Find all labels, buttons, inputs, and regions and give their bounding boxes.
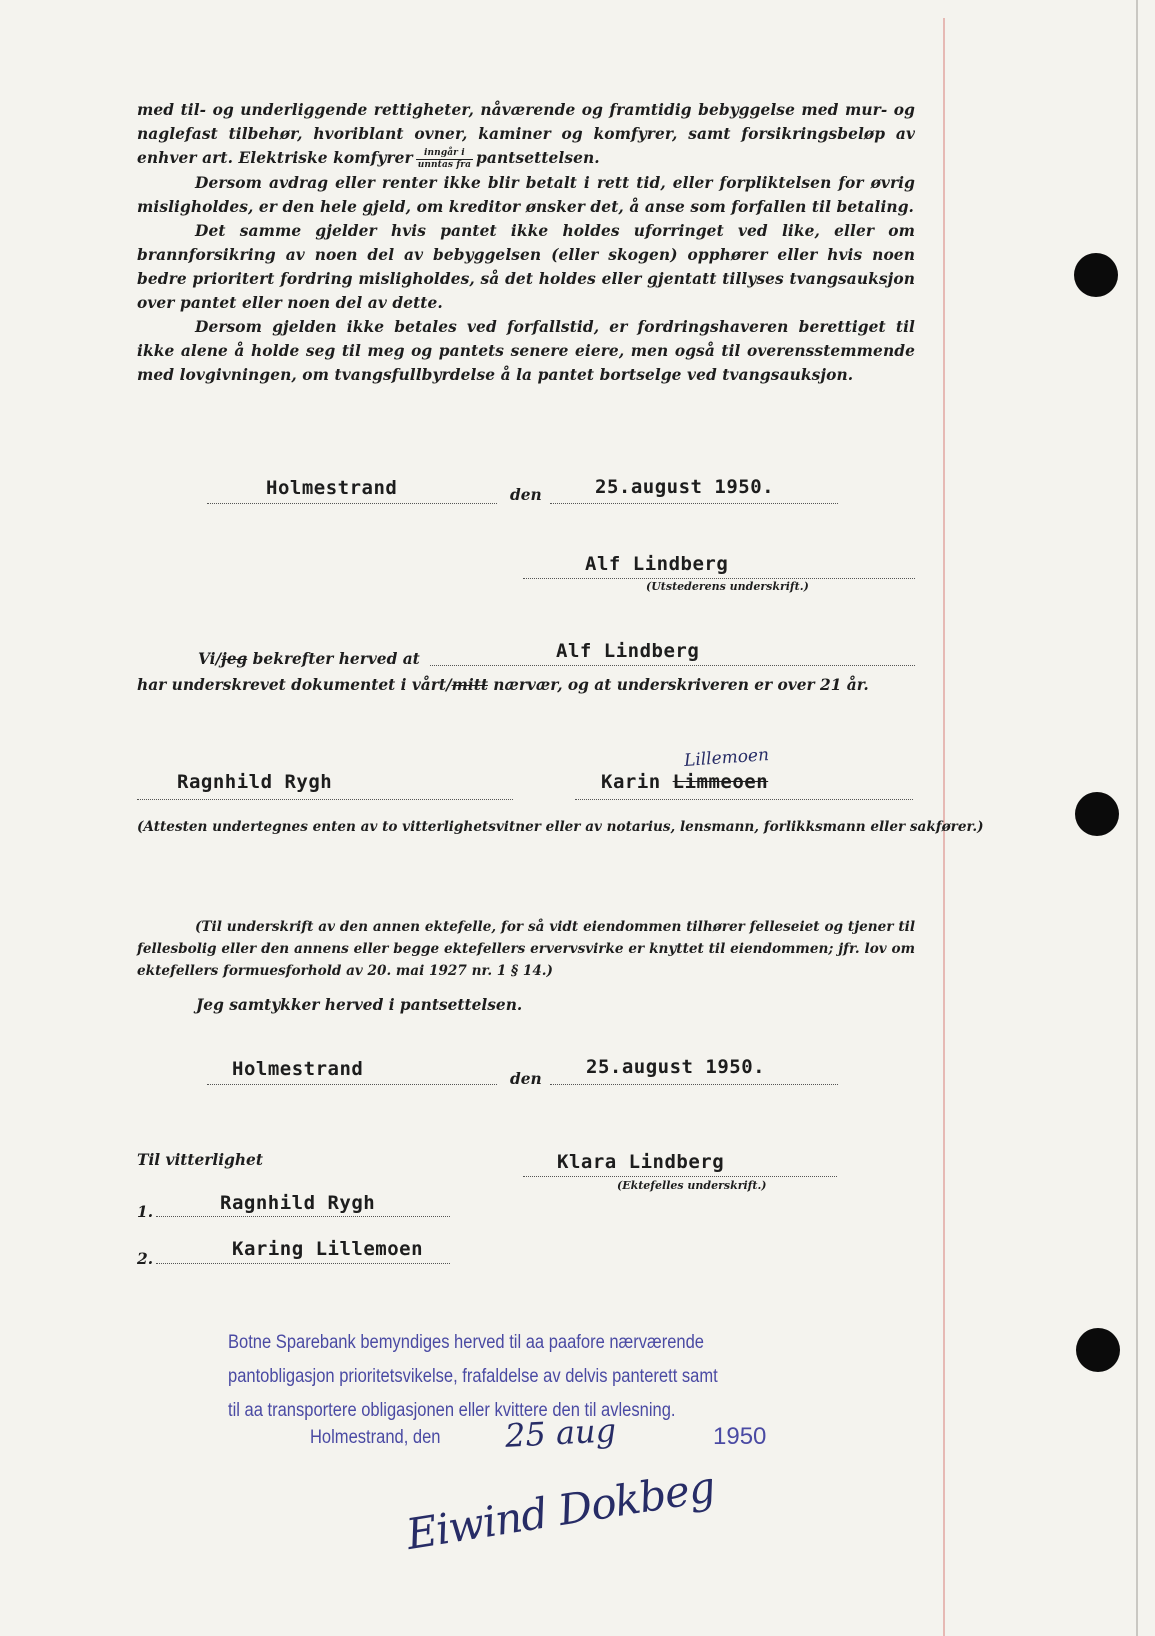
witness-1-name: Ragnhild Rygh <box>177 771 333 793</box>
witness-heading: Til vitterlighet <box>137 1151 263 1169</box>
stamp-signature: Eiwind Dokbeg <box>403 1461 718 1560</box>
attested-dotline <box>430 665 915 666</box>
witness-2-correction: Lillemoen <box>683 745 770 771</box>
place-dotline <box>207 503 497 504</box>
stamp-place: Holmestrand, den <box>310 1427 441 1448</box>
punch-hole-top <box>1074 253 1118 297</box>
spouse-date-field: 25.august 1950. <box>586 1056 766 1078</box>
witness-2-dotline <box>575 799 913 800</box>
den-label: den <box>510 486 542 504</box>
attest-line-2-a: har underskrevet dokumentet i vårt/ <box>137 676 452 694</box>
attest-bekrefter: bekrefter herved at <box>252 650 420 668</box>
issuer-signature: Alf Lindberg <box>585 553 729 575</box>
fraction-option <box>416 148 473 171</box>
witness-num-1: 1. <box>137 1203 154 1221</box>
spouse-note: (Til underskrift av den annen ektefelle, for så vidt eiendommen tilhører felleseiet og tjener til fellesbolig eller den annens eller begge ektefellers ervervsvirke er knyttet til eiendommen; jfr. lov om ektefellers formuesforhold av 20. mai 1927 nr. 1 § 14.) <box>137 919 915 979</box>
attested-name: Alf Lindberg <box>556 640 700 662</box>
spouse-witness-2-dotline <box>156 1263 450 1264</box>
witness-2-name <box>601 771 768 793</box>
stamp-line-2: pantobligasjon prioritetsvikelse, frafaldelse av delvis panterett samt <box>228 1366 718 1387</box>
stamp-hand-date: 25 aug <box>504 1411 617 1455</box>
spouse-date-dotline <box>550 1084 838 1085</box>
place-field: Holmestrand <box>266 477 398 499</box>
witness-1-dotline <box>137 799 513 800</box>
spouse-witness-1-name: Ragnhild Rygh <box>220 1192 376 1214</box>
witness-num-2: 2. <box>137 1250 154 1268</box>
spouse-signature-dotline <box>523 1176 837 1177</box>
issuer-caption: (Utstederens underskrift.) <box>646 580 809 593</box>
issuer-dotline <box>523 578 915 579</box>
paragraph-1 <box>137 98 915 171</box>
attest-note: (Attesten undertegnes enten av to vitterlighetsvitner eller av notarius, lensmann, forlikksmann eller sakfører.) <box>137 819 984 835</box>
spouse-den-label: den <box>510 1070 542 1088</box>
attest-mitt: mitt <box>451 676 488 694</box>
date-dotline <box>550 503 838 504</box>
spouse-place-dotline <box>207 1084 497 1085</box>
stamp-line-1: Botne Sparebank bemyndiges herved til aa paafore nærværende <box>228 1332 704 1353</box>
paragraph-2: Dersom avdrag eller renter ikke blir betalt i rett tid, eller forpliktelsen for øvrig misligholdes, er den hele gjeld, om kreditor ønsker det, å anse som forfallen til betaling. <box>137 173 915 216</box>
paragraph-3: Det samme gjelder hvis pantet ikke holdes uforringet ved like, eller om brannforsikring av noen del av bebyggelsen (eller skogen) opphører eller hvis noen bedre prioritert fordring misligholdes, så det holdes eller gjentatt tillyses tvangsauksjon over pantet eller noen del av dette. <box>137 221 915 312</box>
spouse-place-field: Holmestrand <box>232 1058 364 1080</box>
witness-2-struck: Limmeoen <box>672 771 769 793</box>
paragraph-1-end: pantsettelsen. <box>476 149 600 167</box>
attest-line-2-b: nærvær, og at underskriveren er over 21 år. <box>493 676 869 694</box>
attest-vi: Vi <box>198 650 216 668</box>
attest-line-2 <box>137 676 869 694</box>
spouse-consent: Jeg samtykker herved i pantsettelsen. <box>196 996 523 1014</box>
attest-jeg: jeg <box>221 650 248 668</box>
punch-hole-bottom <box>1076 1328 1120 1372</box>
paragraph-1-text: med til- og underliggende rettigheter, nåværende og framtidig bebyggelse med mur- og naglefast tilbehør, hvoriblant ovner, kaminer og komfyrer, samt forsikringsbeløp av enhver art. Elektriske komfyrer <box>137 101 915 167</box>
spouse-witness-2-name: Karing Lillemoen <box>232 1238 424 1260</box>
terms-text <box>137 98 915 387</box>
stamp-year-printed: 1950 <box>713 1423 767 1450</box>
stamp-line-3: til aa transportere obligasjonen eller kvittere den til avlesning. <box>228 1400 676 1421</box>
paragraph-4: Dersom gjelden ikke betales ved forfallstid, er fordringshaveren berettiget til ikke alene å holde seg til meg og pantets senere eiere, men også til overensstemmende med lovgivningen, om tvangsfullbyrdelse å la pantet bortselge ved tvangsauksjon. <box>137 317 915 384</box>
fraction-top: inngår i <box>416 148 473 160</box>
bank-stamp <box>228 1326 767 1428</box>
spouse-witness-1-dotline <box>156 1216 450 1217</box>
witness-2-first: Karin <box>601 771 661 793</box>
page-edge <box>1136 0 1138 1636</box>
attest-line-1: Vi/jeg bekrefter herved at <box>198 650 420 668</box>
spouse-signature: Klara Lindberg <box>557 1151 725 1173</box>
punch-hole-middle <box>1075 792 1119 836</box>
fraction-bottom: unntas fra <box>417 159 472 170</box>
date-field: 25.august 1950. <box>595 476 775 498</box>
spouse-caption: (Ektefelles underskrift.) <box>617 1179 767 1192</box>
